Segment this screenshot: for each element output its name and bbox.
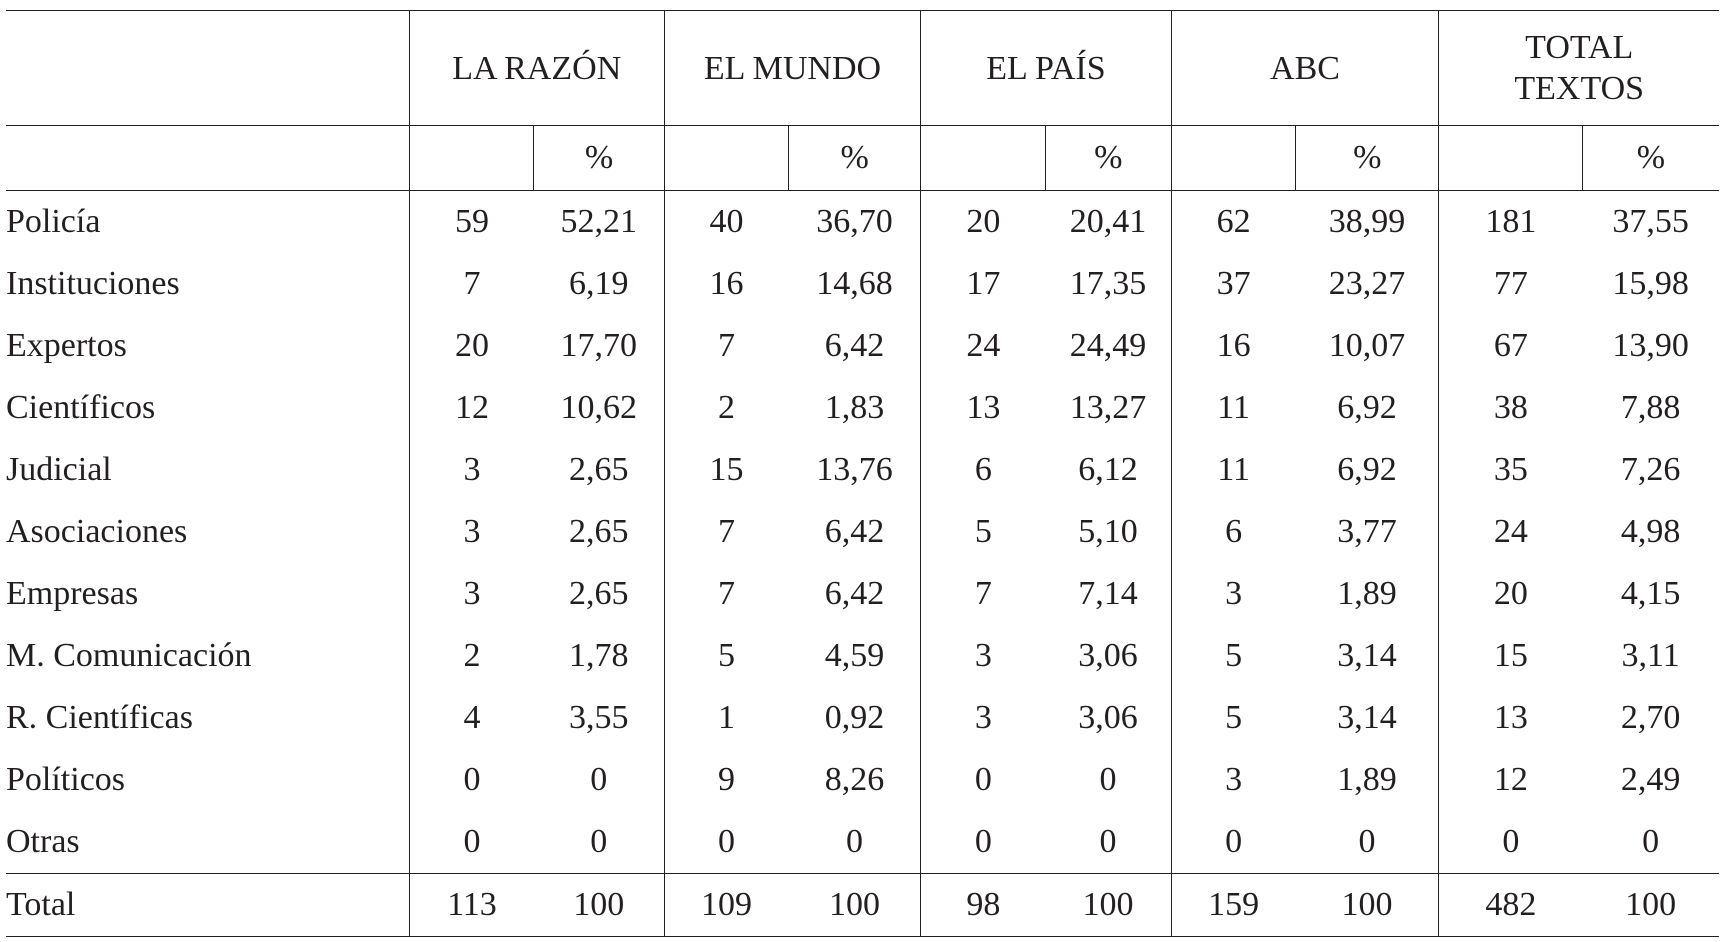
count-cell: 3 <box>409 563 534 625</box>
percent-cell: 20,41 <box>1069 203 1147 240</box>
row-label: Otras <box>6 823 80 860</box>
percent-cell: 2,70 <box>1620 699 1681 736</box>
table-row <box>6 439 1719 501</box>
percent-cell: 24,49 <box>1069 327 1147 364</box>
count-cell: 12 <box>1439 749 1582 811</box>
count-cell: 6 <box>1171 501 1296 563</box>
row-label: Políticos <box>6 761 126 798</box>
percent-cell: 2,49 <box>1620 761 1681 798</box>
count-cell: 35 <box>1439 439 1582 501</box>
table-row <box>6 501 1719 563</box>
percent-cell: 2,65 <box>569 575 629 612</box>
table-row <box>6 315 1719 377</box>
count-cell: 5 <box>921 501 1046 563</box>
count-cell: 9 <box>664 749 789 811</box>
subheader-count <box>409 126 534 191</box>
row-label: M. Comunicación <box>6 637 252 674</box>
table-row <box>6 377 1719 439</box>
percent-cell: 2,65 <box>569 513 629 550</box>
subheader-count <box>1171 126 1296 191</box>
total-row <box>6 874 1719 937</box>
percent-cell: 13,27 <box>1069 389 1147 426</box>
percent-cell: 3,55 <box>569 699 629 736</box>
percent-cell: 15,98 <box>1612 265 1689 302</box>
count-cell: 7 <box>664 315 789 377</box>
subheader-percent: % <box>1045 126 1171 191</box>
count-cell: 0 <box>1171 811 1296 874</box>
table-row <box>6 563 1719 625</box>
count-cell: 109 <box>664 874 789 937</box>
percent-cell: 10,62 <box>560 389 637 426</box>
count-cell: 98 <box>921 874 1046 937</box>
count-cell: 3 <box>921 687 1046 749</box>
percent-cell: 0 <box>1358 823 1376 860</box>
row-label: Científicos <box>6 389 156 426</box>
percent-cell: 100 <box>789 874 921 937</box>
count-cell: 3 <box>921 625 1046 687</box>
count-cell: 0 <box>921 811 1046 874</box>
percent-cell: 6,12 <box>1078 451 1138 488</box>
percent-cell: 0 <box>1099 823 1117 860</box>
percent-cell: 13,76 <box>816 451 893 488</box>
count-cell: 15 <box>1439 625 1582 687</box>
count-cell: 6 <box>921 439 1046 501</box>
percent-cell: 13,90 <box>1612 327 1689 364</box>
count-cell: 3 <box>1171 563 1296 625</box>
row-label: Asociaciones <box>6 513 188 550</box>
percent-cell: 1,83 <box>824 389 885 426</box>
count-cell: 16 <box>664 253 789 315</box>
count-cell: 62 <box>1171 191 1296 254</box>
percent-cell: 100 <box>534 874 664 937</box>
percent-cell: 4,98 <box>1620 513 1681 550</box>
count-cell: 7 <box>664 501 789 563</box>
table-row <box>6 625 1719 687</box>
percent-cell: 1,89 <box>1337 575 1397 612</box>
header-corner-cell <box>6 11 409 126</box>
table-row <box>6 253 1719 315</box>
count-cell: 113 <box>409 874 534 937</box>
count-cell: 2 <box>664 377 789 439</box>
percent-cell: 52,21 <box>560 203 637 240</box>
subheader-count <box>921 126 1046 191</box>
subheader-corner-cell <box>6 126 409 191</box>
count-cell: 17 <box>921 253 1046 315</box>
percent-cell: 3,14 <box>1337 699 1397 736</box>
count-cell: 159 <box>1171 874 1296 937</box>
count-cell: 67 <box>1439 315 1582 377</box>
percent-cell: 0 <box>590 761 608 798</box>
header-row-subheaders <box>6 126 1719 191</box>
count-cell: 181 <box>1439 191 1582 254</box>
row-label: R. Científicas <box>6 699 193 736</box>
percent-cell: 2,65 <box>569 451 629 488</box>
subheader-percent: % <box>789 126 921 191</box>
row-label: Instituciones <box>6 265 180 302</box>
sources-table <box>6 10 1719 937</box>
table-row <box>6 811 1719 874</box>
group-header-la-razon <box>409 11 664 126</box>
count-cell: 3 <box>1171 749 1296 811</box>
percent-cell: 100 <box>1296 874 1439 937</box>
percent-cell: 7,88 <box>1620 389 1681 426</box>
count-cell: 0 <box>921 749 1046 811</box>
count-cell: 482 <box>1439 874 1582 937</box>
count-cell: 12 <box>409 377 534 439</box>
group-header-label: EL PAÍS <box>986 49 1106 87</box>
percent-cell: 7,26 <box>1620 451 1681 488</box>
percent-cell: 3,06 <box>1078 637 1138 674</box>
percent-cell: 38,99 <box>1328 203 1406 240</box>
percent-cell: 100 <box>1045 874 1171 937</box>
group-header-el-pais <box>921 11 1171 126</box>
count-cell: 5 <box>1171 687 1296 749</box>
count-cell: 77 <box>1439 253 1582 315</box>
count-cell: 13 <box>921 377 1046 439</box>
percent-cell: 36,70 <box>816 203 893 240</box>
percent-cell: 6,92 <box>1337 451 1397 488</box>
header-row-groups <box>6 11 1719 126</box>
row-label: Empresas <box>6 575 139 612</box>
count-cell: 16 <box>1171 315 1296 377</box>
subheader-percent: % <box>1582 126 1719 191</box>
count-cell: 3 <box>409 501 534 563</box>
percent-cell: 6,92 <box>1337 389 1397 426</box>
percent-cell: 8,26 <box>824 761 885 798</box>
group-header-label: EL MUNDO <box>703 49 882 87</box>
subheader-percent: % <box>1296 126 1439 191</box>
percent-cell: 1,89 <box>1337 761 1397 798</box>
count-cell: 20 <box>921 191 1046 254</box>
count-cell: 2 <box>409 625 534 687</box>
count-cell: 11 <box>1171 439 1296 501</box>
group-header-label-line1: TOTAL <box>1525 29 1634 66</box>
count-cell: 5 <box>664 625 789 687</box>
percent-cell: 6,19 <box>569 265 629 302</box>
count-cell: 5 <box>1171 625 1296 687</box>
subheader-percent: % <box>534 126 664 191</box>
percent-cell: 6,42 <box>824 575 885 612</box>
percent-cell: 3,14 <box>1337 637 1397 674</box>
percent-cell: 10,07 <box>1328 327 1406 364</box>
percent-cell: 5,10 <box>1078 513 1138 550</box>
count-cell: 13 <box>1439 687 1582 749</box>
count-cell: 7 <box>409 253 534 315</box>
table-row <box>6 191 1719 254</box>
count-cell: 11 <box>1171 377 1296 439</box>
percent-cell: 0 <box>590 823 608 860</box>
count-cell: 24 <box>921 315 1046 377</box>
percent-cell: 3,11 <box>1621 637 1680 674</box>
row-label: Expertos <box>6 327 127 364</box>
percent-cell: 23,27 <box>1328 265 1406 302</box>
percent-cell: 100 <box>1582 874 1719 937</box>
group-header-label: ABC <box>1270 49 1340 87</box>
count-cell: 40 <box>664 191 789 254</box>
subheader-count <box>664 126 789 191</box>
percent-cell: 4,15 <box>1620 575 1681 612</box>
group-header-total-textos <box>1439 11 1719 126</box>
percent-cell: 4,59 <box>824 637 885 674</box>
count-cell: 20 <box>409 315 534 377</box>
group-header-el-mundo <box>664 11 921 126</box>
percent-cell: 0 <box>845 823 863 860</box>
row-label: Judicial <box>6 451 112 488</box>
table-row <box>6 687 1719 749</box>
count-cell: 3 <box>409 439 534 501</box>
count-cell: 4 <box>409 687 534 749</box>
percent-cell: 6,42 <box>824 327 885 364</box>
row-label: Total <box>6 874 409 937</box>
count-cell: 0 <box>1439 811 1582 874</box>
percent-cell: 7,14 <box>1078 575 1138 612</box>
count-cell: 38 <box>1439 377 1582 439</box>
percent-cell: 17,70 <box>560 327 637 364</box>
count-cell: 7 <box>664 563 789 625</box>
subheader-count <box>1439 126 1582 191</box>
count-cell: 1 <box>664 687 789 749</box>
count-cell: 24 <box>1439 501 1582 563</box>
percent-cell: 3,06 <box>1078 699 1138 736</box>
count-cell: 0 <box>409 811 534 874</box>
percent-cell: 3,77 <box>1337 513 1397 550</box>
percent-cell: 14,68 <box>816 265 893 302</box>
percent-cell: 37,55 <box>1612 203 1689 240</box>
percent-cell: 1,78 <box>569 637 629 674</box>
percent-cell: 17,35 <box>1069 265 1147 302</box>
percent-cell: 0 <box>1642 823 1660 860</box>
group-header-abc <box>1171 11 1439 126</box>
count-cell: 0 <box>664 811 789 874</box>
group-header-label-line2: TEXTOS <box>1514 70 1645 107</box>
count-cell: 7 <box>921 563 1046 625</box>
count-cell: 37 <box>1171 253 1296 315</box>
table-row <box>6 749 1719 811</box>
percent-cell: 0 <box>1099 761 1117 798</box>
percent-cell: 6,42 <box>824 513 885 550</box>
percent-cell: 0,92 <box>824 699 885 736</box>
row-label: Policía <box>6 203 101 240</box>
count-cell: 0 <box>409 749 534 811</box>
count-cell: 20 <box>1439 563 1582 625</box>
count-cell: 59 <box>409 191 534 254</box>
group-header-label: LA RAZÓN <box>452 49 622 87</box>
count-cell: 15 <box>664 439 789 501</box>
